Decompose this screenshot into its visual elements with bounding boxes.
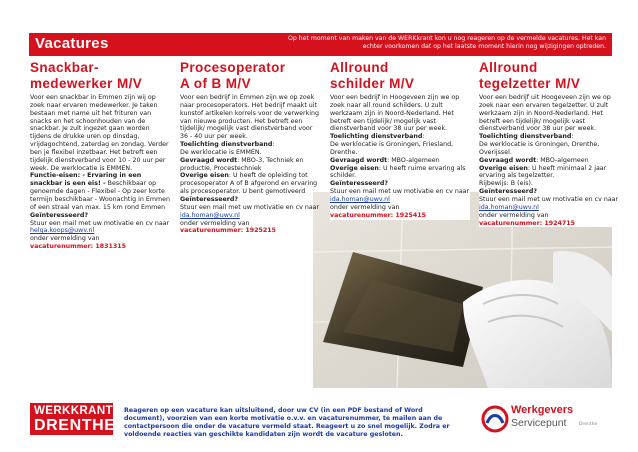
other-req-text: : U heeft minimaal 2 jaar ervaring als tegelzetter. Rijbewijs: B (eis).	[479, 164, 607, 188]
logo-line: DRENTHE	[34, 417, 116, 434]
other-req-text: : U heeft ruime ervaring als schilder.	[330, 164, 466, 180]
job-description	[180, 94, 320, 235]
job-snackbar	[30, 60, 170, 251]
job-title	[180, 60, 320, 91]
vacancy-number: vacaturenummer: 1924715	[479, 219, 576, 227]
requirements-label: Functie-eisen: - Ervaring in een snackbar is een eis! -	[30, 172, 142, 188]
reference-text: onder vermelding van	[180, 219, 250, 227]
job-title-line: tegelzetter M/V	[479, 75, 581, 91]
apply-text: Stuur een mail met uw motivatie en cv naar	[180, 203, 320, 211]
logo-line: Servicepunt	[511, 417, 567, 429]
header-note: Op het moment van maken van de WERKkrant kon u nog reageren op de vermelde vacatures. Het kan echter voorkomen dat op het laatste moment hierin nog wijzigingen optreden.	[287, 35, 606, 50]
contract-text: : De werklocatie is EMMEN.	[180, 141, 275, 156]
apply-text: Stuur een mail met uw motivatie en cv naar	[330, 188, 470, 196]
vacancy-number: vacaturenummer: 1831315	[30, 243, 127, 251]
other-req-label: Overige eisen	[479, 164, 528, 172]
requested-label: Gevraagd wordt	[330, 156, 388, 164]
requested-label: Gevraagd wordt	[180, 156, 238, 164]
job-description	[479, 94, 619, 227]
interest-label: Geïnteresseerd?	[30, 211, 89, 219]
job-title	[30, 60, 170, 91]
werkgevers-servicepunt-logo	[481, 404, 611, 434]
werkkrant-drenthe-logo	[30, 403, 116, 435]
contract-label: Toelichting dienstverband	[180, 141, 273, 149]
requested-text: : MBO-algemeen	[387, 156, 440, 164]
reference-text: onder vermelding van	[30, 235, 100, 243]
vacancy-number: vacaturenummer: 1925415	[330, 211, 427, 219]
contact-email-link[interactable]: ida.homan@uwv.nl	[479, 203, 539, 211]
contract-label: Toelichting dienstverband	[479, 133, 572, 141]
interest-label: Geïnteresseerd?	[180, 195, 239, 203]
job-title-line: Allround	[330, 60, 389, 75]
job-title-line: Snackbar-	[30, 60, 99, 75]
contract-label: Toelichting dienstverband	[330, 133, 423, 141]
header-bar	[29, 33, 612, 56]
job-title-line: medewerker M/V	[30, 75, 143, 91]
logo-line: Werkgevers	[511, 404, 574, 416]
contact-email-link[interactable]: ida.homan@uwv.nl	[330, 195, 390, 203]
job-description	[30, 94, 170, 251]
reference-text: onder vermelding van	[479, 211, 549, 219]
other-req-text: : U heeft de opleiding tot procesoperator A of B afgerond en ervaring als procesoperator. U bent gemotiveerd	[180, 172, 318, 196]
apply-text: Stuur een mail met uw motivatie en cv naar	[479, 195, 619, 203]
requested-text: : MBO-3, Techniek en productie, Procestechniek	[180, 156, 304, 172]
reference-text: onder vermelding van	[330, 203, 400, 211]
interest-label: Geïnteresseerd?	[479, 188, 538, 196]
contract-text: : De werklocatie is Groningen, Drenthe, Overijssel.	[479, 133, 600, 156]
servicepunt-emblem-icon	[481, 405, 509, 433]
logo-line: WERKKRANT	[34, 405, 113, 417]
job-title	[479, 60, 619, 91]
other-req-label: Overige eisen	[330, 164, 379, 172]
job-title-line: Procesoperator	[180, 60, 286, 75]
job-description	[330, 94, 470, 220]
other-req-label: Overige eisen	[180, 172, 229, 180]
job-procesoperator	[180, 60, 320, 235]
job-tegelzetter	[479, 60, 619, 227]
job-intro: Voor een bedrijf uit Hoogeveen zijn we op zoek naar een ervaren tegelzetter. U zult werkzaam zijn in Noord-Nederland. Het betreft een tijdelijk/ mogelijk vast dienstverband voor 38 uur per week.	[479, 94, 611, 133]
apply-text: Stuur een mail met uw motivatie en cv naar	[30, 219, 170, 227]
job-title-line: A of B M/V	[180, 75, 251, 91]
requested-label: Gevraagd wordt	[479, 156, 537, 164]
job-title	[330, 60, 470, 91]
job-title-line: Allround	[479, 60, 538, 75]
footer-instructions: Reageren op een vacature kan uitsluitend, door uw CV (in een PDF bestand of Word document), voorzien van een korte motivatie o.v.v. en vacaturenummer, te mailen aan de contactpersoon die onder de vacature vermeld staat. Reageert u zo snel mogelijk. Zodra er voldoende reacties van geschikte kandidaten zijn wordt de vacature gesloten.	[124, 407, 450, 438]
contract-text: : De werklocatie is Groningen, Friesland, Drenthe.	[330, 133, 454, 156]
interest-label: Geïnteresseerd?	[330, 180, 389, 188]
job-title-line: schilder M/V	[330, 75, 415, 91]
vacancy-number: vacaturenummer: 1925215	[180, 227, 277, 235]
page-title: Vacatures	[35, 35, 109, 52]
job-intro: Voor een bedrijf in Hoogeveen zijn we op zoek naar all round schilders. U zult werkzaam zijn in Noord-Nederland. Het betreft een tijdelijk/ mogelijk vast dienstverband voor 38 uur per week.	[330, 94, 460, 133]
job-schilder	[330, 60, 470, 220]
contact-email-link[interactable]: ida.homan@uwv.nl	[180, 211, 240, 219]
requested-text: : MBO-algemeen	[536, 156, 589, 164]
job-intro: Voor een bedrijf in Emmen zijn we op zoek naar procesoperators. Het bedrijf maakt uit kunstof artikelen korrels voor de verwerking van nieuwe producten. Het betreft een tijdelijk/ mogelijk vast dienstverband voor 36 - 40 uur per week.	[180, 94, 320, 141]
contact-email-link[interactable]: helga.koops@uwv.nl	[30, 227, 95, 235]
requirements-text: Beschikbaar op genoemde dagen - Flexibel - Op zeer korte termijn beschikbaar - Woonachtig in Emmen of een straal van max. 15 km rond Emmen	[30, 180, 170, 211]
logo-line: Drenthe	[579, 422, 598, 427]
job-intro: Voor een snackbar in Emmen zijn wij op zoek naar ervaren medewerker. Je taken bestaan met name uit het frituren van snacks en het schoonhouden van de snackbar. Je zult ingezet gaan worden tijdens de drukke uren op dinsdag, vrijdagochtend, zaterdag en zondag. Verder ben je flexibel inzetbaar. Het betreft een tijdelijk dienstverband voor 10 - 20 uur per week. De werklocatie is EMMEN.	[30, 94, 169, 172]
